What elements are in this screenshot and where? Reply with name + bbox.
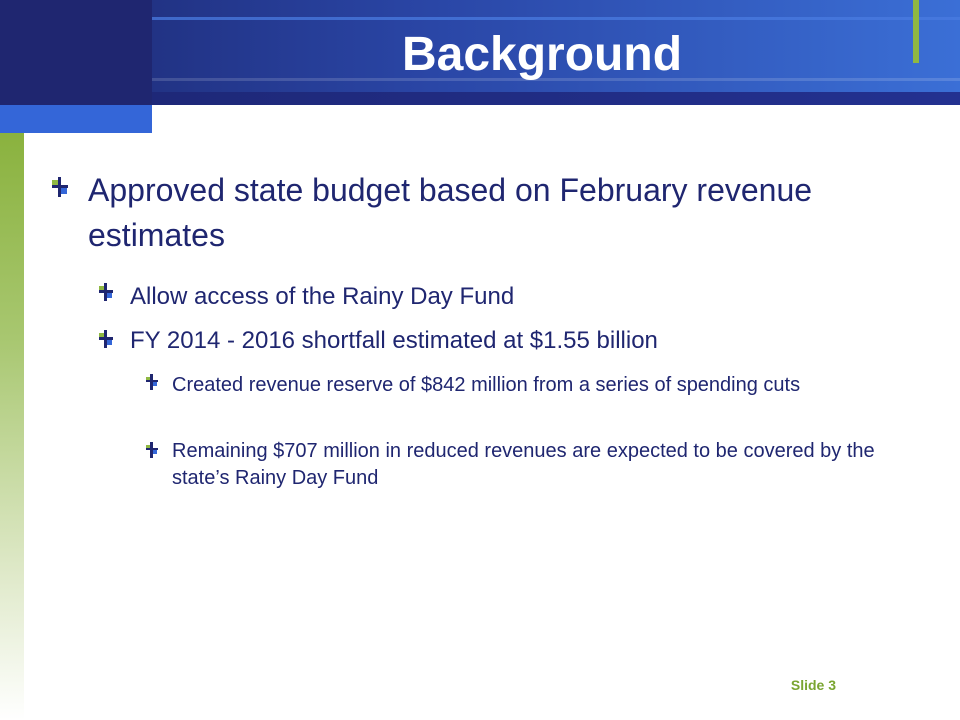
slide-number: Slide 3: [790, 677, 836, 693]
bullet-level3-text: Created revenue reserve of $842 million from a series of spending cuts: [172, 374, 801, 396]
bullet-diamond-icon: [146, 442, 158, 458]
bullet-level2-text: Allow access of the Rainy Day Fund: [130, 283, 515, 310]
bullet-level1-text: Approved state budget based on February revenue estimates: [88, 172, 813, 253]
bullet-level3-item: [172, 372, 932, 399]
bullet-diamond-icon: [99, 283, 113, 301]
bullet-diamond-icon: [52, 177, 68, 197]
bullet-level2-item: [130, 326, 920, 356]
bullet-level3-text: Remaining $707 million in reduced revenues are expected to be covered by the state’s Rainy Day Fund: [172, 440, 875, 489]
bullet-level1: [88, 168, 918, 258]
bullet-level2-text: FY 2014 - 2016 shortfall estimated at $1.55 billion: [130, 327, 658, 354]
slide-title: Background: [401, 28, 683, 81]
bullet-diamond-icon: [99, 330, 113, 348]
bullet-level2-item: [130, 282, 920, 312]
bullet-level3-item: [172, 438, 932, 492]
bullet-diamond-icon: [146, 374, 158, 390]
